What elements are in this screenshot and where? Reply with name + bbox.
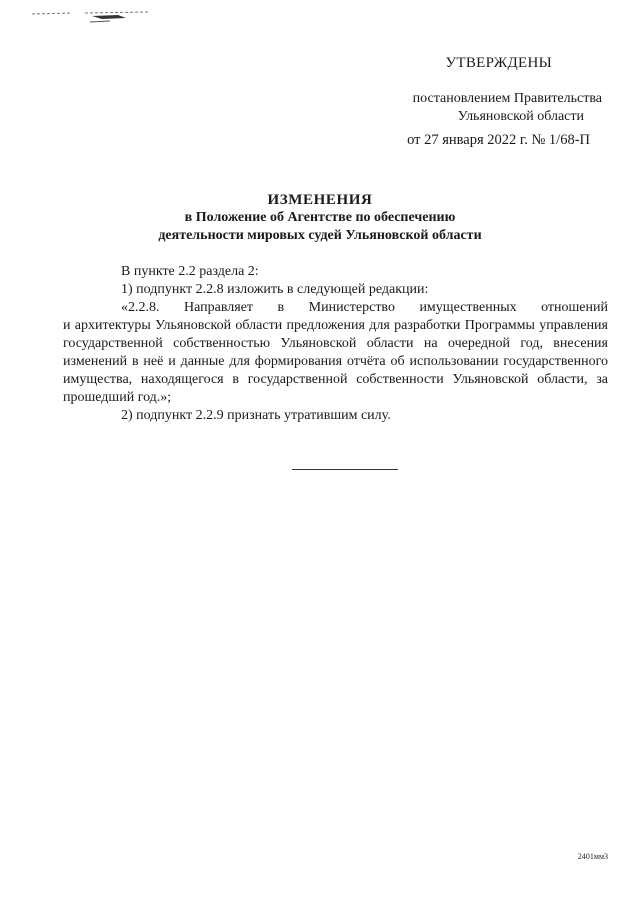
approval-heading: УТВЕРЖДЕНЫ xyxy=(445,55,552,71)
closing-divider xyxy=(292,469,398,470)
paragraph-item-1: 1) подпункт 2.2.8 изложить в следующей редакции: xyxy=(121,282,429,297)
paragraph-quote-first-line: «2.2.8. Направляет в Министерство имущественных отношений xyxy=(121,300,608,315)
title-line-1: ИЗМЕНЕНИЯ xyxy=(267,192,373,208)
resolution-line-1: постановлением Правительства xyxy=(412,91,602,106)
title-line-2: в Положение об Агентстве по обеспечению xyxy=(184,210,456,225)
document-code: 2401мм3 xyxy=(577,852,608,861)
resolution-line-2: Ульяновской области xyxy=(457,109,584,124)
document-body xyxy=(63,263,608,425)
resolution-date-number: от 27 января 2022 г. № 1/68-П xyxy=(407,132,590,148)
document-title xyxy=(0,192,640,245)
resolution-reference xyxy=(342,90,602,126)
paragraph-intro: В пункте 2.2 раздела 2: xyxy=(121,264,259,279)
paragraph-item-2: 2) подпункт 2.2.9 признать утратившим силу. xyxy=(121,408,391,423)
scan-artifact-mark xyxy=(30,6,150,26)
paragraph-quote-body: и архитектуры Ульяновской области предложения для разработки Программы управления государственной собственностью Ульяновской области на очередной год, внесения изменений в неё и данные для формирования отчёта об использовании государственного имущества, находящегося в государственной собственности Ульяновской области, за прошедший год.»; xyxy=(63,318,608,405)
title-line-3: деятельности мировых судей Ульяновской области xyxy=(158,228,482,243)
